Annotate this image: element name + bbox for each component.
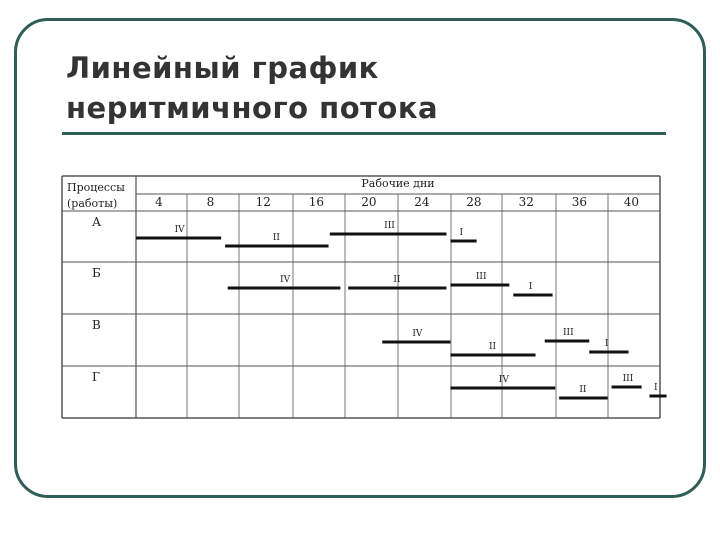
row-label: Б	[92, 266, 101, 280]
gantt-bar-label: I	[459, 228, 464, 238]
gantt-bar-label: II	[272, 233, 280, 243]
gantt-bar-label: III	[622, 374, 634, 384]
day-number: 8	[206, 195, 215, 209]
day-number: 40	[623, 195, 640, 209]
day-numbers	[155, 195, 639, 209]
row-label: Г	[92, 370, 100, 384]
processes-header-line2: (работы)	[67, 197, 118, 210]
gantt-bar-label: IV	[498, 375, 509, 385]
gantt-bar-label: I	[604, 339, 609, 349]
gantt-bar-label: IV	[174, 225, 185, 235]
processes-header-line1: Процессы	[67, 181, 125, 194]
gantt-bar-label: II	[579, 385, 587, 395]
day-number: 16	[308, 195, 325, 209]
gantt-bar-label: IV	[280, 275, 291, 285]
day-number: 28	[466, 195, 482, 209]
gantt-bar-label: IV	[412, 329, 423, 339]
day-number: 32	[518, 195, 534, 209]
day-number: 36	[571, 195, 588, 209]
gantt-bar-label: II	[488, 342, 497, 352]
gantt-bar-label: III	[384, 221, 395, 231]
gantt-bars	[136, 221, 667, 398]
gantt-bar-label: I	[528, 282, 533, 292]
gantt-bar-label: III	[562, 328, 574, 338]
row-labels	[92, 215, 101, 384]
days-header: Рабочие дни	[361, 177, 435, 190]
day-number: 12	[255, 195, 271, 209]
row-label: В	[92, 318, 101, 332]
row-label: А	[92, 215, 102, 229]
table-grid	[62, 176, 660, 418]
day-number: 4	[155, 195, 163, 209]
gantt-bar-label: I	[654, 383, 658, 393]
title-line-2: неритмичного потока	[66, 91, 439, 125]
title-line-1: Линейный график	[66, 51, 379, 85]
day-number: 20	[361, 195, 377, 209]
gantt-bar-label: III	[475, 272, 487, 282]
day-number: 24	[414, 195, 430, 209]
gantt-bar-label: II	[393, 275, 401, 285]
